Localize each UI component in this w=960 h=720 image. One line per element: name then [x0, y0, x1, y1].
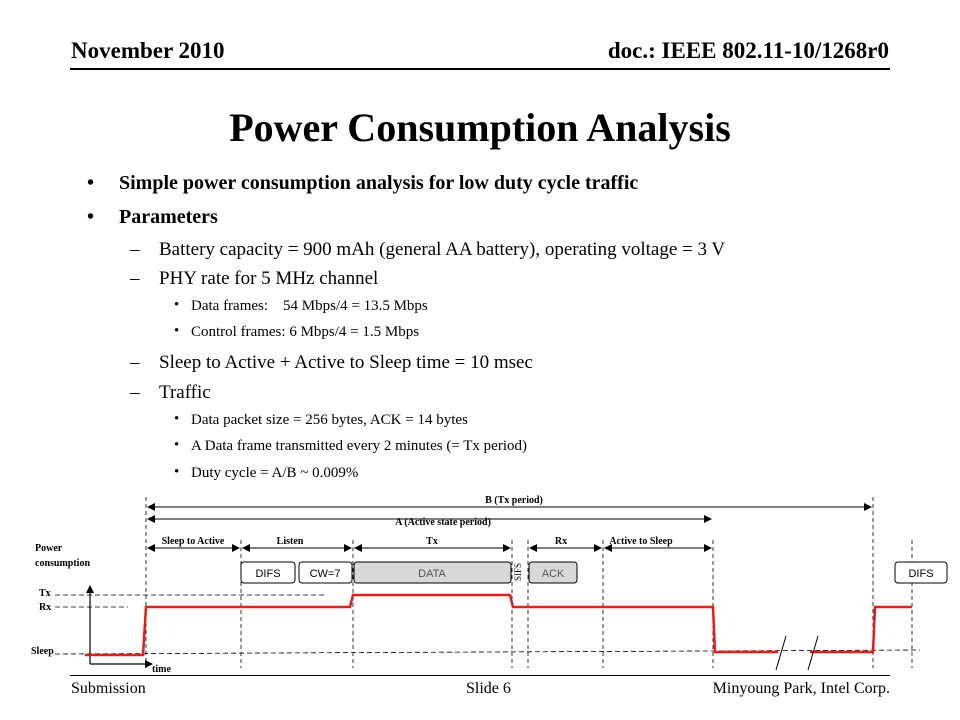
dash-marker: –: [130, 268, 140, 289]
bullet-text: Simple power consumption analysis for low duty cycle traffic: [119, 172, 639, 194]
data-frame-label: DATA: [418, 568, 446, 580]
cw-label: CW=7: [309, 568, 341, 580]
bullet-text: Parameters: [119, 206, 218, 228]
bullet-marker: •: [174, 323, 180, 339]
header-date: November 2010: [71, 38, 225, 63]
bullet-text: PHY rate for 5 MHz channel: [159, 268, 379, 289]
y-axis-label: Power: [35, 543, 63, 554]
header-doc-id: doc.: IEEE 802.11-10/1268r0: [607, 38, 889, 63]
bullet-marker: •: [174, 464, 180, 480]
phase-label-sleep-to-active: Sleep to Active: [161, 536, 225, 547]
sifs-label: SIFS: [513, 562, 523, 582]
dash-marker: –: [130, 239, 140, 260]
phase-label-listen: Listen: [276, 536, 304, 547]
bullet-text: Control frames: 6 Mbps/4 = 1.5 Mbps: [191, 324, 420, 340]
footer-slide-number: Slide 6: [466, 680, 511, 697]
level-reference-lines: [55, 595, 920, 654]
a-period-label: A (Active state period): [395, 517, 491, 528]
bullet-text: A Data frame transmitted every 2 minutes (= Tx period): [191, 438, 527, 454]
y-axis-label-2: consumption: [35, 558, 91, 569]
bullet-marker: •: [87, 172, 95, 194]
bullet-text: Duty cycle = A/B ~ 0.009%: [191, 465, 359, 481]
bullet-marker: •: [174, 411, 180, 427]
power-trace: [85, 595, 778, 655]
bullet-marker: •: [87, 206, 95, 228]
bullet-text: Sleep to Active + Active to Sleep time = 10 msec: [159, 352, 533, 373]
tx-level-label: Tx: [39, 588, 51, 599]
difs-label: DIFS: [255, 568, 281, 580]
power-trace-next: [810, 607, 912, 652]
bullet-text: Battery capacity = 900 mAh (general AA battery), operating voltage = 3 V: [159, 239, 726, 260]
x-axis-label: time: [152, 664, 171, 675]
b-period-label: B (Tx period): [485, 495, 543, 506]
footer-rule: [70, 675, 890, 676]
bullet-text: Data frames: 54 Mbps/4 = 13.5 Mbps: [191, 298, 428, 314]
rx-level-label: Rx: [39, 602, 52, 613]
slide-title: Power Consumption Analysis: [229, 105, 731, 150]
phase-label-tx: Tx: [426, 536, 438, 547]
phase-label-active-to-sleep: Active to Sleep: [609, 536, 673, 547]
dash-marker: –: [130, 382, 140, 403]
phase-label-rx: Rx: [554, 536, 568, 547]
bullet-marker: •: [174, 437, 180, 453]
footer-submission: Submission: [71, 680, 146, 697]
ack-frame-label: ACK: [541, 568, 565, 580]
bullet-marker: •: [174, 297, 180, 313]
sleep-level-label: Sleep: [31, 646, 54, 657]
bullet-text: Traffic: [159, 382, 211, 403]
footer-author: Minyoung Park, Intel Corp.: [712, 680, 890, 697]
difs-label-next: DIFS: [908, 568, 934, 580]
sleep-level-line: [55, 650, 920, 654]
bullet-text: Data packet size = 256 bytes, ACK = 14 bytes: [191, 412, 468, 428]
frame-boxes: [241, 562, 947, 583]
dash-marker: –: [130, 352, 140, 373]
